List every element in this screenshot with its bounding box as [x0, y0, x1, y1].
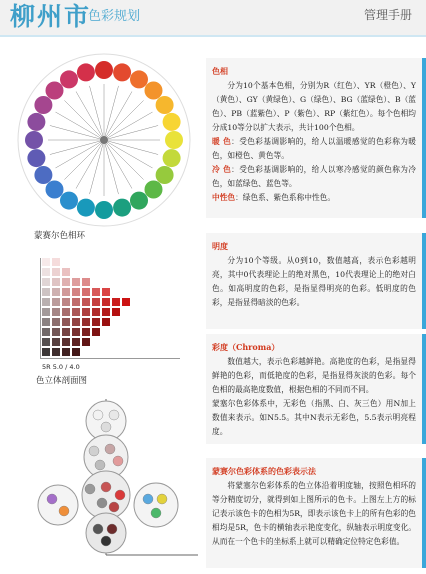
solid-sphere	[109, 502, 119, 512]
value-chroma-chip	[102, 308, 110, 316]
value-chroma-chip	[72, 348, 80, 356]
solid-sphere	[93, 524, 103, 534]
value-body: 分为10个等级。从0到10，数值越高，表示色彩越明亮，其中0代表理论上的绝对黑色，10代表理论上的绝对白色。如高明度的色彩，是指显得明亮的色彩。低明度的色彩，是指显得暗淡的色彩。	[212, 256, 416, 307]
notation-title: 蒙赛尔色彩体系的色彩表示法	[212, 466, 316, 476]
value-chroma-chip	[112, 298, 120, 306]
value-chroma-chip	[62, 318, 70, 326]
hue-swatch	[113, 199, 131, 217]
solid-sphere	[47, 494, 57, 504]
city-title: 柳州市	[10, 2, 92, 31]
solid-sphere	[101, 422, 111, 432]
value-chroma-chip	[62, 308, 70, 316]
value-panel	[206, 233, 426, 329]
value-chroma-chip	[72, 278, 80, 286]
value-chroma-chip	[52, 278, 60, 286]
value-chroma-chip	[82, 308, 90, 316]
solid-sphere	[97, 498, 107, 508]
solid-sphere	[151, 508, 161, 518]
hue-swatch	[163, 113, 181, 131]
value-chroma-chip	[92, 328, 100, 336]
value-chroma-chip	[112, 308, 120, 316]
hue-swatch	[95, 201, 113, 219]
munsell-hue-wheel	[14, 50, 194, 230]
value-chroma-chip	[52, 288, 60, 296]
value-chroma-chip	[62, 268, 70, 276]
value-chroma-chip	[62, 278, 70, 286]
neutral-label: 中性色	[212, 193, 236, 202]
manual-subtitle: 色彩规划	[88, 9, 141, 24]
value-chroma-chip	[52, 298, 60, 306]
value-chroma-chart	[30, 258, 190, 368]
value-chroma-chip	[42, 258, 50, 266]
hue-swatch	[46, 82, 64, 100]
hue-swatch	[163, 149, 181, 167]
solid-sphere	[59, 506, 69, 516]
color-solid-diagram	[28, 395, 203, 565]
value-chroma-chip	[72, 288, 80, 296]
value-chroma-chip	[62, 288, 70, 296]
value-chroma-chip	[42, 318, 50, 326]
value-chroma-chip	[52, 348, 60, 356]
value-chroma-chip	[42, 268, 50, 276]
value-chroma-chip	[72, 308, 80, 316]
solid-sphere	[95, 460, 105, 470]
value-chroma-chip	[72, 338, 80, 346]
cool-text: ：受色彩基调影响的，给人以寒冷感觉的颜色称为冷色，如蓝绿色、蓝色等。	[212, 165, 416, 188]
solid-sphere	[85, 484, 95, 494]
notation-panel	[206, 458, 426, 568]
hue-swatch	[27, 113, 45, 131]
solid-sphere	[93, 410, 103, 420]
hue-swatch	[60, 70, 78, 88]
value-chroma-chip	[42, 328, 50, 336]
value-chroma-chip	[82, 278, 90, 286]
chroma-body-1: 数值越大，表示色彩越鲜艳。高艳度的色彩，是指显得鲜艳的色彩，而低艳度的色彩，是指显得灰淡的色彩。每个色相的最高艳度数值，根据色相的不同而不同。	[212, 357, 416, 394]
value-chroma-chip	[62, 338, 70, 346]
solid-sphere	[109, 410, 119, 420]
value-chroma-chip	[62, 328, 70, 336]
hue-swatch	[156, 96, 174, 114]
value-chroma-chip	[52, 308, 60, 316]
value-chroma-chip	[52, 338, 60, 346]
value-chroma-chip	[82, 318, 90, 326]
panel-accent-bar	[422, 233, 426, 329]
hue-card-label: 5R 5.0 / 4.0	[42, 363, 80, 371]
value-title: 明度	[212, 241, 228, 251]
solid-sphere	[105, 444, 115, 454]
hue-swatch	[130, 70, 148, 88]
hue-swatch	[77, 199, 95, 217]
panel-accent-bar	[422, 458, 426, 568]
hue-swatch	[145, 181, 163, 199]
solid-sphere	[113, 456, 123, 466]
value-chroma-chip	[52, 268, 60, 276]
value-chroma-chip	[92, 298, 100, 306]
hue-swatch	[113, 63, 131, 81]
solid-sphere	[157, 494, 167, 504]
solid-caption: 色立体剖面图	[36, 376, 88, 386]
notation-body: 将蒙塞尔色彩体系的色立体沿着明度轴，按照色相环的等分精度切分，就得到如上图所示的色卡。上图左上方的标记表示该色卡的色相为5R，即表示该色卡上的所有色彩的色相均是5R，色卡的横轴表示艳度变化，纵轴表示明度变化。从而在一个色卡的坐标系上就可以精确定位特定色彩值。	[212, 481, 416, 546]
panel-accent-bar	[422, 58, 426, 218]
panel-accent-bar	[422, 334, 426, 444]
hue-wheel-caption: 蒙赛尔色相环	[34, 231, 86, 241]
value-chroma-chip	[42, 308, 50, 316]
neutral-text: ：绿色系、紫色系称中性色。	[235, 193, 336, 202]
value-chroma-chip	[92, 288, 100, 296]
value-chroma-chip	[72, 328, 80, 336]
hue-swatch	[130, 192, 148, 210]
chroma-title: 彩度（Chroma）	[212, 342, 280, 352]
chroma-panel	[206, 334, 426, 444]
page-header	[0, 0, 426, 36]
hue-swatch	[34, 96, 52, 114]
value-chroma-chip	[42, 348, 50, 356]
value-chroma-chip	[82, 328, 90, 336]
hue-swatch	[46, 181, 64, 199]
hue-swatch	[34, 166, 52, 184]
hue-swatch	[145, 82, 163, 100]
hue-swatch	[25, 131, 43, 149]
solid-sphere	[101, 482, 111, 492]
value-chroma-chip	[102, 288, 110, 296]
solid-sphere	[89, 446, 99, 456]
value-chroma-chip	[92, 318, 100, 326]
value-chroma-chip	[82, 288, 90, 296]
value-chroma-chip	[42, 298, 50, 306]
value-chroma-chip	[52, 318, 60, 326]
value-chroma-chip	[82, 338, 90, 346]
hue-swatch	[27, 149, 45, 167]
hue-body: 分为10个基本色相，分别为R（红色）、YR（橙色）、Y（黄色）、GY（黄绿色）、G（绿色）、BG（蓝绿色）、B（蓝色）、PB（蓝紫色）、P（紫色）、RP（紫红色）。每个色相均分成10等分以扩大表示，共计100个色相。	[212, 81, 416, 132]
hue-title: 色相	[212, 66, 228, 76]
value-chroma-chip	[72, 318, 80, 326]
hue-swatch	[77, 63, 95, 81]
hue-swatch	[165, 131, 183, 149]
value-chroma-chip	[102, 318, 110, 326]
value-chroma-chip	[122, 298, 130, 306]
chroma-body-2: 蒙塞尔色彩体系中，无彩色（指黑、白、灰三色）用N加上数值来表示。如N5.5。其中N表示无彩色，5.5表示明亮程度。	[212, 399, 416, 436]
solid-sphere	[143, 494, 153, 504]
value-chroma-chip	[72, 298, 80, 306]
value-chroma-chip	[52, 258, 60, 266]
value-chroma-chip	[82, 298, 90, 306]
solid-sphere	[115, 490, 125, 500]
value-chroma-chip	[42, 338, 50, 346]
hue-swatch	[95, 61, 113, 79]
value-chroma-chip	[42, 288, 50, 296]
value-chroma-chip	[52, 328, 60, 336]
warm-label: 暖 色	[212, 137, 232, 146]
value-chroma-chip	[102, 298, 110, 306]
manual-name: 管理手册	[363, 8, 412, 22]
header-divider	[0, 35, 426, 37]
solid-sphere	[107, 524, 117, 534]
value-chroma-chip	[62, 348, 70, 356]
hue-swatch	[156, 166, 174, 184]
hue-panel	[206, 58, 426, 218]
warm-text: ：受色彩基调影响的，给人以温暖感觉的色彩称为暖色，如橙色、黄色等。	[212, 137, 416, 160]
value-chroma-chip	[62, 298, 70, 306]
solid-sphere	[101, 536, 111, 546]
cool-label: 冷 色	[212, 165, 232, 174]
value-chroma-chip	[42, 278, 50, 286]
value-chroma-chip	[92, 308, 100, 316]
hue-swatch	[60, 192, 78, 210]
